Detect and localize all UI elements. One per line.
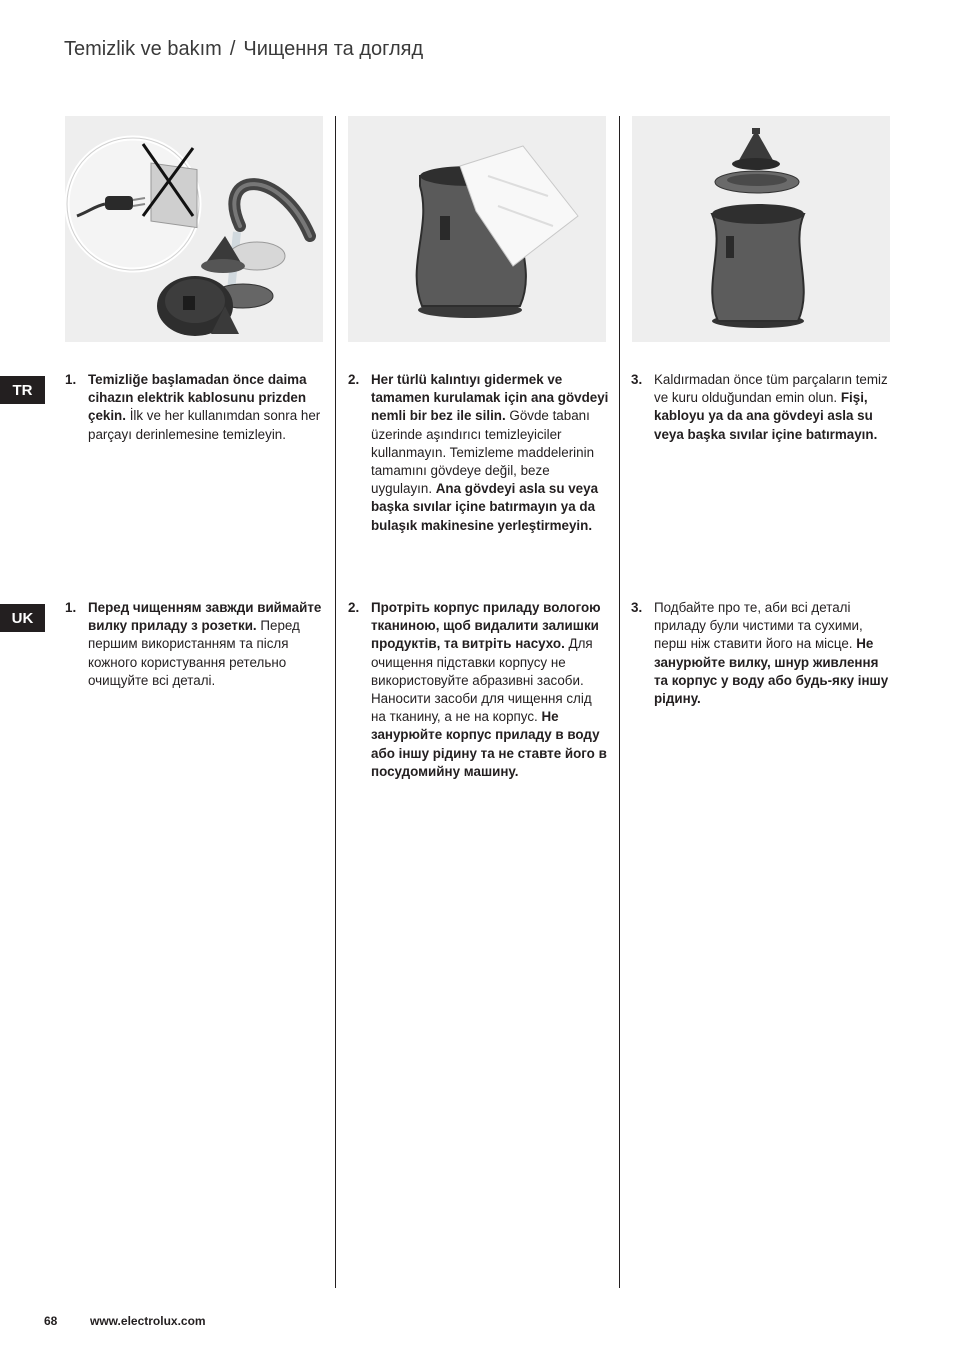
step-warning-text: Fişi, kabloyu ya da ana gövdeyi asla su veya başka sıvılar içine batırmayın. bbox=[654, 390, 878, 442]
step-number: 3. bbox=[631, 600, 643, 615]
page-title bbox=[64, 38, 423, 61]
title-separator: / bbox=[229, 38, 236, 60]
column-divider bbox=[335, 116, 336, 1288]
step-warning-text: Не занурюйте корпус приладу в воду або іншу рідину та не ставте його в посудомийну машину. bbox=[371, 709, 607, 779]
step-tr-2 bbox=[348, 371, 610, 535]
step-warning-text: Ana gövdeyi asla su veya başka sıvılar içine batırmayın ya da bulaşık makinesine yerleştirmeyin. bbox=[371, 481, 599, 533]
language-tab-uk: UK bbox=[0, 604, 45, 632]
illustration-wipe-body bbox=[348, 116, 606, 342]
step-uk-1 bbox=[65, 599, 327, 690]
page-number: 68 bbox=[44, 1314, 58, 1328]
language-tab-tr: TR bbox=[0, 376, 45, 404]
step-number: 2. bbox=[348, 372, 360, 387]
step-number: 3. bbox=[631, 372, 643, 387]
step-text: Kaldırmadan önce tüm parçaların temiz ve kuru olduğundan emin olun. bbox=[654, 372, 888, 406]
step-warning-text: Не занурюйте вилку, шнур живлення та корпус у воду або будь-яку іншу рідину. bbox=[654, 636, 889, 707]
step-number: 2. bbox=[348, 600, 360, 615]
illustration-unplug-and-rinse bbox=[65, 116, 323, 342]
step-tr-1 bbox=[65, 371, 327, 444]
step-text: Подбайте про те, аби всі деталі приладу були чистими та сухими, перш ніж ставити його на місце. bbox=[654, 600, 863, 652]
step-number: 1. bbox=[65, 600, 77, 615]
title-tr: Temizlik ve bakım bbox=[64, 38, 222, 60]
step-uk-2 bbox=[348, 599, 610, 781]
title-uk: Чищення та догляд bbox=[243, 38, 424, 60]
step-text: Перед першим використанням та після кожного користування ретельно очищуйте всі деталі. bbox=[88, 618, 300, 688]
step-bold-text: Temizliğe başlamadan önce daima cihazın elektrik kablosunu prizden çekin. bbox=[88, 372, 307, 424]
step-text: Для очищення підставки корпусу не використовуйте абразивні засоби. Наносити засоби для чищення слід на тканину, а не на корпус. bbox=[371, 636, 593, 725]
step-text: Gövde tabanı üzerinde aşındırıcı temizleyiciler kullanmayın. Temizleme maddelerinin tamamını gövdeye değil, beze uygulayın. bbox=[371, 408, 595, 497]
step-text: İlk ve her kullanımdan sonra her parçayı derinlemesine temizleyin. bbox=[88, 408, 321, 442]
step-tr-3 bbox=[631, 371, 893, 444]
step-bold-text: Her türlü kalıntıyı gidermek ve tamamen kurulamak için ana gövdeyi nemli bir bez ile silin. bbox=[371, 372, 609, 424]
illustration-reassemble bbox=[632, 116, 890, 342]
website-link[interactable]: www.electrolux.com bbox=[90, 1314, 206, 1328]
column-divider bbox=[619, 116, 620, 1288]
step-bold-text: Перед чищенням завжди виймайте вилку приладу з розетки. bbox=[88, 600, 322, 634]
step-uk-3 bbox=[631, 599, 893, 708]
step-number: 1. bbox=[65, 372, 77, 387]
step-bold-text: Протріть корпус приладу вологою тканиною, щоб видалити залишки продуктів, та витріть насухо. bbox=[371, 600, 601, 652]
